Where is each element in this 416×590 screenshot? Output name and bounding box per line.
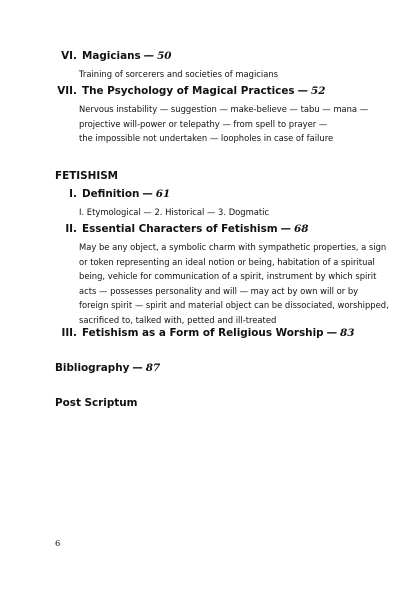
- chapter-title: Essential Characters of Fetishism: [82, 223, 278, 235]
- page-separator: —: [297, 85, 308, 97]
- description-line: Training of sorcerers and societies of magicians: [79, 69, 279, 79]
- chapter-description: [79, 240, 389, 327]
- entry-title: Bibliography: [55, 362, 130, 374]
- chapter-numeral: VII.: [57, 85, 77, 97]
- page-separator: —: [132, 362, 143, 374]
- toc-entry-religious-worship: [55, 327, 354, 339]
- description-line: May be any object, a symbolic charm with sympathetic properties, a sign: [79, 242, 387, 252]
- description-line: projective will-power or telepathy — from spell to prayer —: [79, 118, 328, 129]
- page-folio: 6: [55, 538, 61, 548]
- description-line: being, vehicle for communication of a spirit, instrument by which spirit: [79, 271, 377, 281]
- toc-entry-psychology: [55, 85, 325, 97]
- page-number: 87: [145, 362, 161, 374]
- page-number: 61: [155, 188, 171, 200]
- chapter-numeral: III.: [61, 327, 77, 339]
- page-separator: —: [143, 50, 155, 62]
- chapter-title: Magicians: [82, 50, 141, 62]
- description-line: Nervous instability — suggestion — make-believe — tabu — mana —: [79, 104, 369, 114]
- toc-entry-essential-characters: [55, 223, 308, 235]
- chapter-description: [79, 67, 374, 82]
- page-separator: —: [326, 327, 337, 339]
- page-number: 83: [339, 327, 355, 339]
- chapter-description: [79, 205, 374, 220]
- chapter-title: Definition: [82, 188, 140, 200]
- description-line: sacrificed to, talked with, petted and ill-treated: [79, 314, 277, 325]
- description-line: the impossible not undertaken — loopholes in case of failure: [79, 133, 334, 143]
- toc-entry-post-scriptum: Post Scriptum: [55, 397, 138, 409]
- page-number: 52: [310, 85, 326, 97]
- section-heading-fetishism: FETISHISM: [55, 170, 119, 182]
- page-separator: —: [142, 188, 153, 200]
- chapter-title: The Psychology of Magical Practices: [82, 85, 295, 97]
- description-line: foreign spirit — spirit and material object can be dissociated, worshipped,: [79, 300, 389, 310]
- toc-entry-bibliography: [55, 362, 160, 374]
- page-number: 50: [157, 50, 172, 62]
- chapter-numeral: VI.: [61, 50, 77, 62]
- chapter-description: [79, 102, 374, 146]
- page-number: 68: [293, 223, 309, 235]
- description-line: or token representing an ideal notion or being, habitation of a spiritual: [79, 256, 375, 267]
- chapter-numeral: II.: [65, 223, 77, 235]
- description-line: acts — possesses personality and will — may act by own will or by: [79, 285, 359, 296]
- chapter-numeral: I.: [69, 188, 77, 200]
- toc-entry-magicians: [55, 50, 172, 62]
- description-line: I. Etymological — 2. Historical — 3. Dogmatic: [79, 207, 270, 217]
- toc-entry-definition: [55, 188, 170, 200]
- chapter-title: Fetishism as a Form of Religious Worship: [82, 327, 324, 339]
- page-separator: —: [280, 223, 291, 235]
